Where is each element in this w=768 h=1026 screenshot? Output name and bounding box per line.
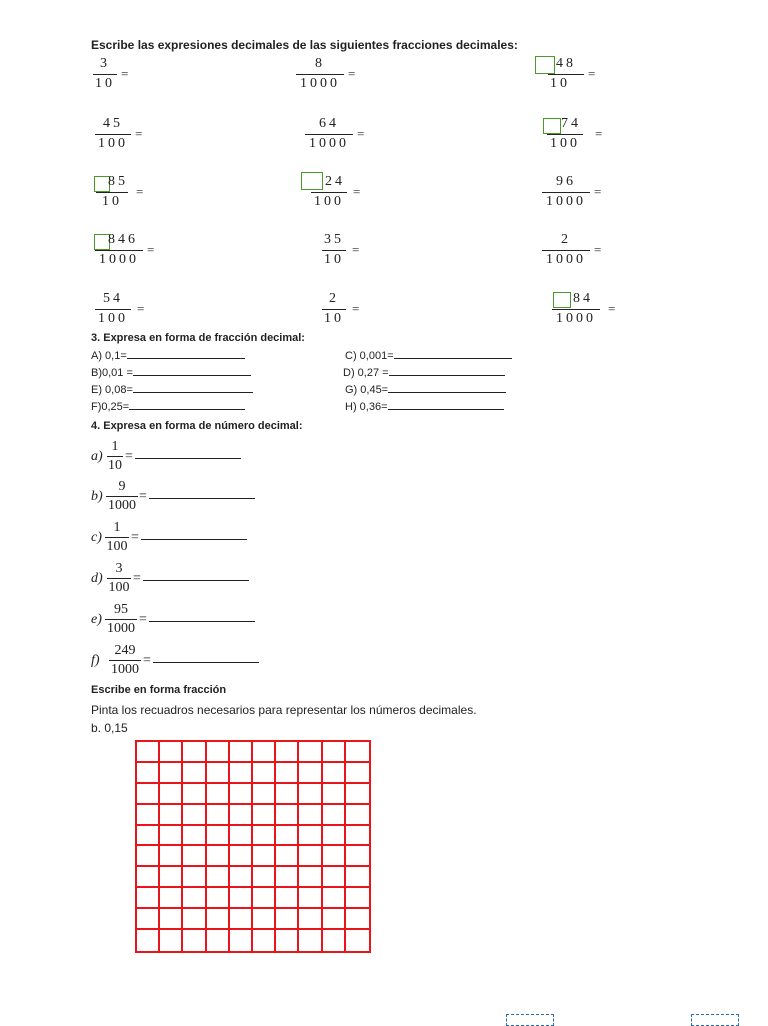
numerator: 45 [103, 116, 123, 131]
exercise-label: C) 0,001= [345, 350, 394, 362]
item-label: f) [91, 653, 100, 668]
denominator: 10 [102, 194, 122, 209]
equals-sign: = [139, 612, 147, 627]
exercise-c [345, 350, 512, 362]
grid-cell[interactable] [299, 867, 322, 888]
answer-line[interactable] [127, 358, 245, 359]
grid-cell[interactable] [160, 909, 183, 930]
exercise-label: D) 0,27 = [343, 367, 389, 379]
answer-line[interactable] [129, 409, 245, 410]
grid-cell[interactable] [276, 826, 299, 847]
grid-cell[interactable] [160, 846, 183, 867]
grid-cell[interactable] [230, 888, 253, 909]
denominator: 100 [314, 194, 344, 209]
grid-cell[interactable] [253, 826, 276, 847]
grid-cell[interactable] [230, 867, 253, 888]
grid-cell[interactable] [346, 763, 369, 784]
exercise-label: H) 0,36= [345, 401, 388, 413]
numerator: 64 [319, 116, 339, 131]
grid-cell[interactable] [230, 930, 253, 951]
answer-line[interactable] [388, 392, 506, 393]
answer-line[interactable] [394, 358, 512, 359]
equals-sign: = [352, 301, 360, 316]
grid-cell[interactable] [253, 846, 276, 867]
grid-cell[interactable] [253, 930, 276, 951]
grid-cell[interactable] [276, 763, 299, 784]
equals-sign: = [357, 126, 365, 141]
denominator: 1000 [99, 252, 139, 267]
grid-cell[interactable] [323, 909, 346, 930]
grid-cell[interactable] [346, 888, 369, 909]
grid-cell[interactable] [183, 888, 206, 909]
equals-sign: = [348, 66, 356, 81]
grid-cell[interactable] [207, 888, 230, 909]
grid-cell[interactable] [137, 867, 160, 888]
grid-cell[interactable] [323, 805, 346, 826]
grid-cell[interactable] [323, 763, 346, 784]
exercise-label: A) 0,1= [91, 350, 127, 362]
grid-cell[interactable] [346, 930, 369, 951]
fraction-bar [311, 192, 347, 193]
numerator: 9 [118, 479, 126, 494]
grid-cell[interactable] [323, 930, 346, 951]
fraction-bar [105, 619, 137, 620]
grid-cell[interactable] [137, 784, 160, 805]
section5-title: Escribe en forma fracción [91, 684, 227, 696]
grid-cell[interactable] [183, 826, 206, 847]
grid-cell[interactable] [346, 742, 369, 763]
grid-cell[interactable] [160, 784, 183, 805]
fraction-bar [107, 578, 131, 579]
grid-cell[interactable] [207, 784, 230, 805]
denominator: 10 [550, 76, 570, 91]
fraction-bar [95, 309, 131, 310]
answer-line[interactable] [143, 580, 249, 581]
equals-sign: = [131, 530, 139, 545]
numerator: 95 [114, 602, 128, 617]
grid-cell[interactable] [299, 846, 322, 867]
grid-cell[interactable] [207, 763, 230, 784]
numerator: 48 [556, 56, 576, 71]
denominator: 10 [324, 311, 344, 326]
grid-cell[interactable] [160, 867, 183, 888]
fraction-bar [93, 74, 117, 75]
equals-sign: = [125, 449, 133, 464]
grid-cell[interactable] [253, 888, 276, 909]
numerator: 74 [561, 116, 581, 131]
equals-sign: = [594, 184, 602, 199]
grid-cell[interactable] [323, 888, 346, 909]
fraction-bar [322, 309, 346, 310]
fraction-bar [296, 74, 344, 75]
numerator: 54 [103, 291, 123, 306]
exercise-d [343, 367, 505, 379]
grid-cell[interactable] [276, 784, 299, 805]
denominator: 100 [98, 136, 128, 151]
answer-line[interactable] [133, 392, 253, 393]
answer-line[interactable] [389, 375, 505, 376]
grid-cell[interactable] [323, 826, 346, 847]
fraction-bar [552, 309, 600, 310]
section4-title: 4. Expresa en forma de número decimal: [91, 420, 303, 432]
grid-cell[interactable] [183, 763, 206, 784]
grid-cell[interactable] [323, 784, 346, 805]
equals-sign: = [352, 242, 360, 257]
grid-cell[interactable] [299, 888, 322, 909]
exercise-f [91, 401, 245, 413]
grid-cell[interactable] [276, 888, 299, 909]
grid-cell[interactable] [346, 867, 369, 888]
grid-cell[interactable] [137, 763, 160, 784]
fraction-bar [542, 192, 590, 193]
grid-cell[interactable] [299, 805, 322, 826]
grid-cell[interactable] [299, 909, 322, 930]
fraction-bar [109, 660, 141, 661]
grid-cell[interactable] [183, 805, 206, 826]
fraction-bar [542, 250, 590, 251]
denominator: 100 [98, 311, 128, 326]
grid-cell[interactable] [323, 742, 346, 763]
answer-line[interactable] [388, 409, 504, 410]
grid-cell[interactable] [207, 867, 230, 888]
denominator: 10 [108, 458, 122, 473]
equals-sign: = [143, 653, 151, 668]
equals-sign: = [594, 242, 602, 257]
grid-cell[interactable] [253, 909, 276, 930]
grid-cell[interactable] [230, 846, 253, 867]
answer-line[interactable] [135, 458, 241, 459]
equals-sign: = [139, 489, 147, 504]
section1-title: Escribe las expresiones decimales de las siguientes fracciones decimales: [91, 38, 518, 52]
equals-sign: = [588, 66, 596, 81]
grid-cell[interactable] [207, 909, 230, 930]
grid-cell[interactable] [207, 930, 230, 951]
exercise-label: F)0,25= [91, 401, 130, 413]
exercise-a [91, 350, 245, 362]
grid-cell[interactable] [137, 846, 160, 867]
instruction-text: Pinta los recuadros necesarios para representar los números decimales. [91, 703, 477, 717]
item-label: b) [91, 489, 103, 504]
grid-cell[interactable] [346, 846, 369, 867]
grid-cell[interactable] [253, 867, 276, 888]
grid-cell[interactable] [230, 826, 253, 847]
grid-cell[interactable] [137, 805, 160, 826]
denominator: 10 [324, 252, 344, 267]
grid-cell[interactable] [160, 742, 183, 763]
denominator: 1000 [309, 136, 349, 151]
grid-cell[interactable] [276, 846, 299, 867]
hundred-grid[interactable] [135, 740, 371, 953]
item-label: a) [91, 449, 103, 464]
grid-cell[interactable] [207, 805, 230, 826]
denominator: 1000 [556, 311, 596, 326]
equals-sign: = [137, 301, 145, 316]
grid-cell[interactable] [160, 763, 183, 784]
answer-line[interactable] [149, 621, 255, 622]
grid-cell[interactable] [299, 930, 322, 951]
numerator: 2 [329, 291, 339, 306]
grid-cell[interactable] [299, 742, 322, 763]
grid-cell[interactable] [276, 909, 299, 930]
equals-sign: = [595, 126, 603, 141]
grid-cell[interactable] [230, 805, 253, 826]
exercise-b [91, 367, 251, 379]
equals-sign: = [147, 242, 155, 257]
numerator: 84 [573, 291, 593, 306]
denominator: 100 [550, 136, 580, 151]
numerator: 1 [113, 520, 121, 535]
numerator: 3 [100, 56, 110, 71]
grid-cell[interactable] [276, 742, 299, 763]
fraction-bar [105, 537, 129, 538]
grid-cell[interactable] [276, 867, 299, 888]
grid-cell[interactable] [160, 826, 183, 847]
grid-cell[interactable] [207, 826, 230, 847]
grid-cell[interactable] [160, 888, 183, 909]
numerator: 96 [556, 174, 576, 189]
numerator: 846 [108, 232, 138, 247]
grid-cell[interactable] [137, 826, 160, 847]
grid-cell[interactable] [183, 909, 206, 930]
grid-cell[interactable] [323, 846, 346, 867]
denominator: 10 [95, 76, 115, 91]
numerator: 249 [114, 643, 136, 658]
grid-cell[interactable] [137, 909, 160, 930]
denominator: 100 [106, 539, 128, 554]
exercise-h [345, 401, 504, 413]
section3-title: 3. Expresa en forma de fracción decimal: [91, 332, 305, 344]
grid-cell[interactable] [230, 909, 253, 930]
grid-cell[interactable] [253, 784, 276, 805]
equals-sign: = [353, 184, 361, 199]
denominator: 100 [108, 580, 130, 595]
grid-cell[interactable] [346, 784, 369, 805]
fraction-bar [305, 134, 353, 135]
dashed-box-left [506, 1014, 554, 1026]
item-label: b. 0,15 [91, 721, 128, 735]
grid-cell[interactable] [207, 742, 230, 763]
grid-cell[interactable] [253, 763, 276, 784]
answer-line[interactable] [153, 662, 259, 663]
fraction-bar [106, 496, 138, 497]
grid-cell[interactable] [137, 742, 160, 763]
grid-cell[interactable] [299, 784, 322, 805]
grid-cell[interactable] [230, 742, 253, 763]
exercise-label: B)0,01 = [91, 367, 133, 379]
grid-cell[interactable] [323, 867, 346, 888]
answer-line[interactable] [149, 498, 255, 499]
dashed-box-right [691, 1014, 739, 1026]
grid-cell[interactable] [276, 930, 299, 951]
grid-cell[interactable] [346, 826, 369, 847]
exercise-label: G) 0,45= [345, 384, 389, 396]
denominator: 1000 [108, 498, 136, 513]
numerator: 85 [108, 174, 128, 189]
equals-sign: = [121, 66, 129, 81]
numerator: 35 [324, 232, 344, 247]
equals-sign: = [133, 571, 141, 586]
exercise-g [345, 384, 506, 396]
numerator: 24 [325, 174, 345, 189]
equals-sign: = [608, 301, 616, 316]
grid-cell[interactable] [299, 763, 322, 784]
denominator: 1000 [546, 194, 586, 209]
grid-cell[interactable] [207, 846, 230, 867]
grid-cell[interactable] [183, 784, 206, 805]
denominator: 1000 [300, 76, 340, 91]
denominator: 1000 [111, 662, 139, 677]
numerator: 3 [115, 561, 123, 576]
grid-cell[interactable] [346, 805, 369, 826]
grid-cell[interactable] [230, 784, 253, 805]
numerator: 1 [111, 439, 119, 454]
fraction-bar [548, 74, 584, 75]
grid-cell[interactable] [230, 763, 253, 784]
fraction-bar [95, 134, 131, 135]
item-label: e) [91, 612, 102, 627]
denominator: 1000 [546, 252, 586, 267]
item-label: c) [91, 530, 102, 545]
numerator: 8 [315, 56, 325, 71]
fraction-bar [107, 456, 123, 457]
fraction-bar [322, 250, 346, 251]
grid-cell[interactable] [253, 805, 276, 826]
grid-cell[interactable] [183, 846, 206, 867]
grid-cell[interactable] [183, 867, 206, 888]
grid-cell[interactable] [137, 888, 160, 909]
grid-cell[interactable] [160, 805, 183, 826]
fraction-bar [96, 192, 128, 193]
grid-cell[interactable] [253, 742, 276, 763]
numerator: 2 [561, 232, 571, 247]
grid-cell[interactable] [183, 930, 206, 951]
answer-line[interactable] [133, 375, 251, 376]
exercise-e [91, 384, 253, 396]
grid-cell[interactable] [160, 930, 183, 951]
grid-cell[interactable] [346, 909, 369, 930]
equals-sign: = [135, 126, 143, 141]
grid-cell[interactable] [137, 930, 160, 951]
fraction-bar [547, 134, 583, 135]
answer-line[interactable] [141, 539, 247, 540]
equals-sign: = [136, 184, 144, 199]
exercise-label: E) 0,08= [91, 384, 133, 396]
fraction-bar [95, 250, 143, 251]
grid-cell[interactable] [183, 742, 206, 763]
item-label: d) [91, 571, 103, 586]
grid-cell[interactable] [299, 826, 322, 847]
denominator: 1000 [107, 621, 135, 636]
grid-cell[interactable] [276, 805, 299, 826]
